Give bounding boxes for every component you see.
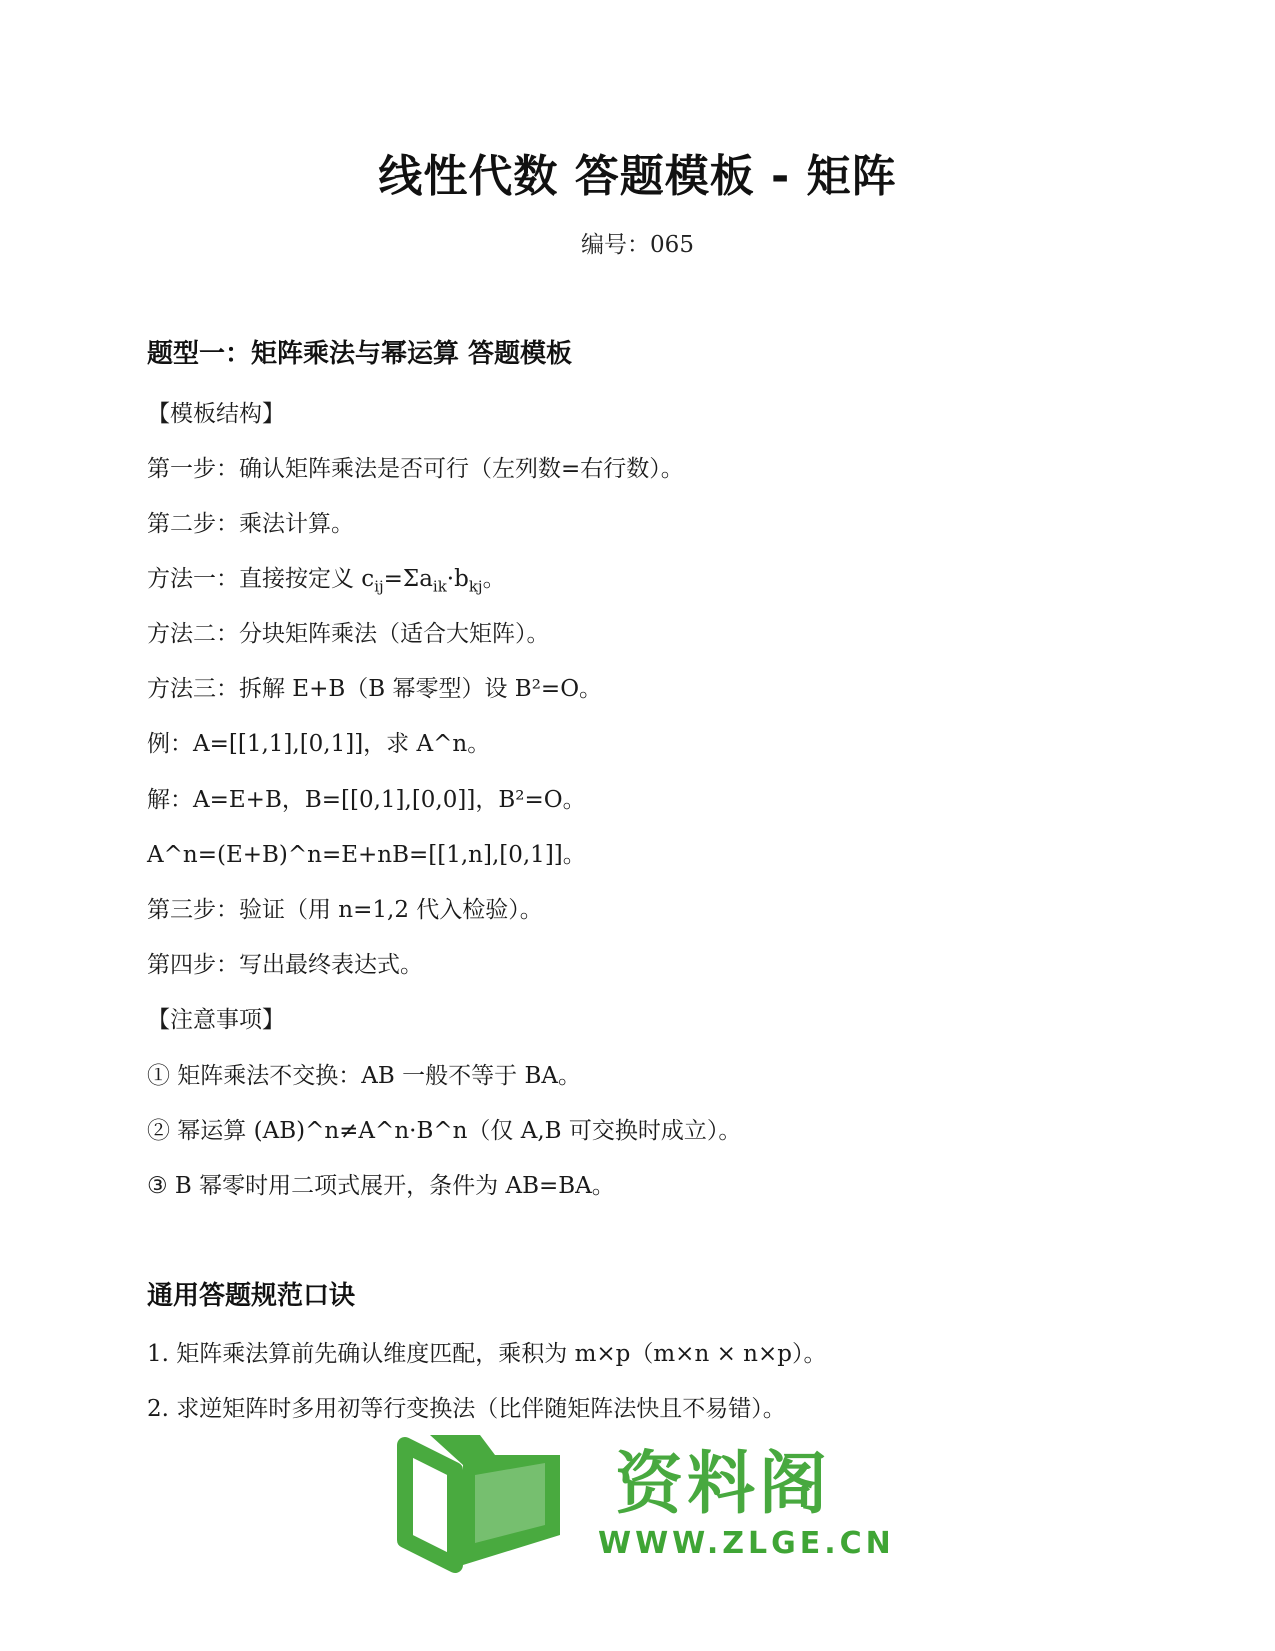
solution: 解：A=E+B，B=[[0,1],[0,0]]，B²=O。 (147, 787, 586, 813)
example: 例：A=[[1,1],[0,1]]，求 A^n。 (147, 731, 491, 757)
note-2: ② 幂运算 (AB)^n≠A^n·B^n（仅 A,B 可交换时成立）。 (147, 1118, 742, 1144)
step-1: 第一步：确认矩阵乘法是否可行（左列数=右行数）。 (147, 456, 684, 482)
rule-item-2: 2. 求逆矩阵时多用初等行变换法（比伴随矩阵法快且不易错）。 (147, 1396, 786, 1422)
section-heading-1: 题型一：矩阵乘法与幂运算 答题模板 (147, 339, 573, 369)
method-1-sub-ij: ij (374, 577, 384, 596)
page-title: 线性代数 答题模板 - 矩阵 (378, 151, 897, 202)
method-1 (147, 560, 506, 596)
method-1-mid: =Σa (383, 566, 433, 592)
method-1-suffix: 。 (482, 566, 506, 592)
step-3: 第三步：验证（用 n=1,2 代入检验）。 (147, 897, 543, 923)
method-1-mid2: ·b (446, 566, 469, 592)
note-1: ① 矩阵乘法不交换：AB 一般不等于 BA。 (147, 1063, 581, 1089)
method-1-sub-kj: kj (468, 577, 483, 596)
rule-item-1: 1. 矩阵乘法算前先确认维度匹配，乘积为 m×p（m×n × n×p）。 (147, 1341, 827, 1367)
structure-label: 【模板结构】 (147, 401, 285, 427)
method-2: 方法二：分块矩阵乘法（适合大矩阵）。 (147, 621, 550, 647)
method-1-prefix: 方法一：直接按定义 c (147, 566, 375, 592)
section-heading-2: 通用答题规范口诀 (147, 1281, 356, 1311)
step-4: 第四步：写出最终表达式。 (147, 952, 423, 978)
watermark-url: WWW.ZLGE.CN (598, 1526, 895, 1561)
document-serial: 编号：065 (581, 232, 694, 258)
note-3: ③ B 幂零时用二项式展开，条件为 AB=BA。 (147, 1173, 615, 1199)
method-3: 方法三：拆解 E+B（B 幂零型）设 B²=O。 (147, 676, 603, 702)
solution-continued: A^n=(E+B)^n=E+nB=[[1,n],[0,1]]。 (147, 842, 586, 868)
step-2: 第二步：乘法计算。 (147, 511, 354, 537)
watermark-name: 资料阁 (615, 1445, 832, 1524)
notes-label: 【注意事项】 (147, 1007, 285, 1033)
method-1-sub-ik: ik (432, 577, 447, 596)
